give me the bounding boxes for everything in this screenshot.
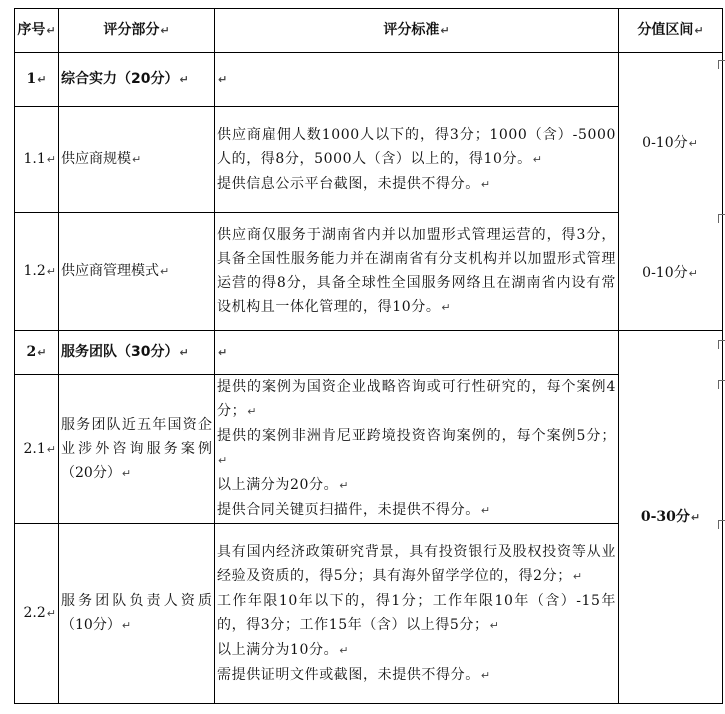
table-row [15, 213, 723, 331]
section-no: 2↵ [15, 331, 59, 375]
margin-marker [718, 380, 725, 389]
item-standard: 具有国内经济政策研究背景，具有投资银行及股权投资等从业经验及资质的，得5分；具有海外留学学位的，得2分；↵ 工作年限10年以下的，得1分；工作年限10年（含）-15年的，得3分；工作15年（含）以上得5分；↵ 以上满分为10分。↵ 需提供证明文件或截图，未提供不得分。↵ [215, 524, 619, 704]
header-no: 序号↵ [15, 9, 59, 53]
section-title: 综合实力（20分）↵ [59, 53, 215, 107]
section-1-scores [618, 62, 722, 340]
item-part: 供应商规模↵ [59, 107, 215, 213]
header-standard: 评分标准↵ [215, 9, 619, 53]
item-no: 1.2↵ [15, 213, 59, 331]
item-part: 服务团队近五年国资企业涉外咨询服务案例（20分）↵ [59, 375, 215, 524]
margin-marker [718, 520, 725, 529]
section-no: 1↵ [15, 53, 59, 107]
item-standard: 提供的案例为国资企业战略咨询或可行性研究的，每个案例4分；↵ 提供的案例非洲肯尼亚跨境投资咨询案例的，每个案例5分；↵ 以上满分为20分。↵ 提供合同关键页扫描件，未提供不得分。↵ [215, 375, 619, 524]
item-no: 2.1↵ [15, 375, 59, 524]
score-range: 0-10分↵ [642, 135, 698, 151]
item-standard: 供应商雇佣人数1000人以下的，得3分；1000（含）-5000人的，得8分，5000人（含）以上的，得10分。↵ 提供信息公示平台截图，未提供不得分。↵ [215, 107, 619, 213]
margin-marker [718, 340, 725, 349]
table-row [15, 524, 723, 704]
item-part: 服务团队负责人资质（10分）↵ [59, 524, 215, 704]
section-row [15, 53, 723, 107]
section-title: 服务团队（30分）↵ [59, 331, 215, 375]
item-no: 2.2↵ [15, 524, 59, 704]
item-standard: 供应商仅服务于湖南省内并以加盟形式管理运营的，得3分，具备全国性服务能力并在湖南省有分支机构并以加盟形式管理运营的得8分，具备全球性全国服务网络且在湖南省内设有常设机构且一体化管理的，得10分。↵ [215, 213, 619, 331]
table-row [15, 107, 723, 213]
header-row [15, 9, 723, 53]
scoring-table [14, 8, 723, 704]
margin-marker [718, 60, 725, 69]
header-part: 评分部分↵ [59, 9, 215, 53]
header-score: 分值区间↵ [619, 9, 723, 53]
item-part: 供应商管理模式↵ [59, 213, 215, 331]
score-range: 0-30分↵ [619, 331, 723, 704]
section-row [15, 331, 723, 375]
score-range: 0-10分↵ [642, 265, 698, 281]
margin-marker [718, 214, 725, 223]
table-row [15, 375, 723, 524]
section-blank: ↵ [215, 331, 619, 375]
item-no: 1.1↵ [15, 107, 59, 213]
section-blank: ↵ [215, 53, 619, 107]
